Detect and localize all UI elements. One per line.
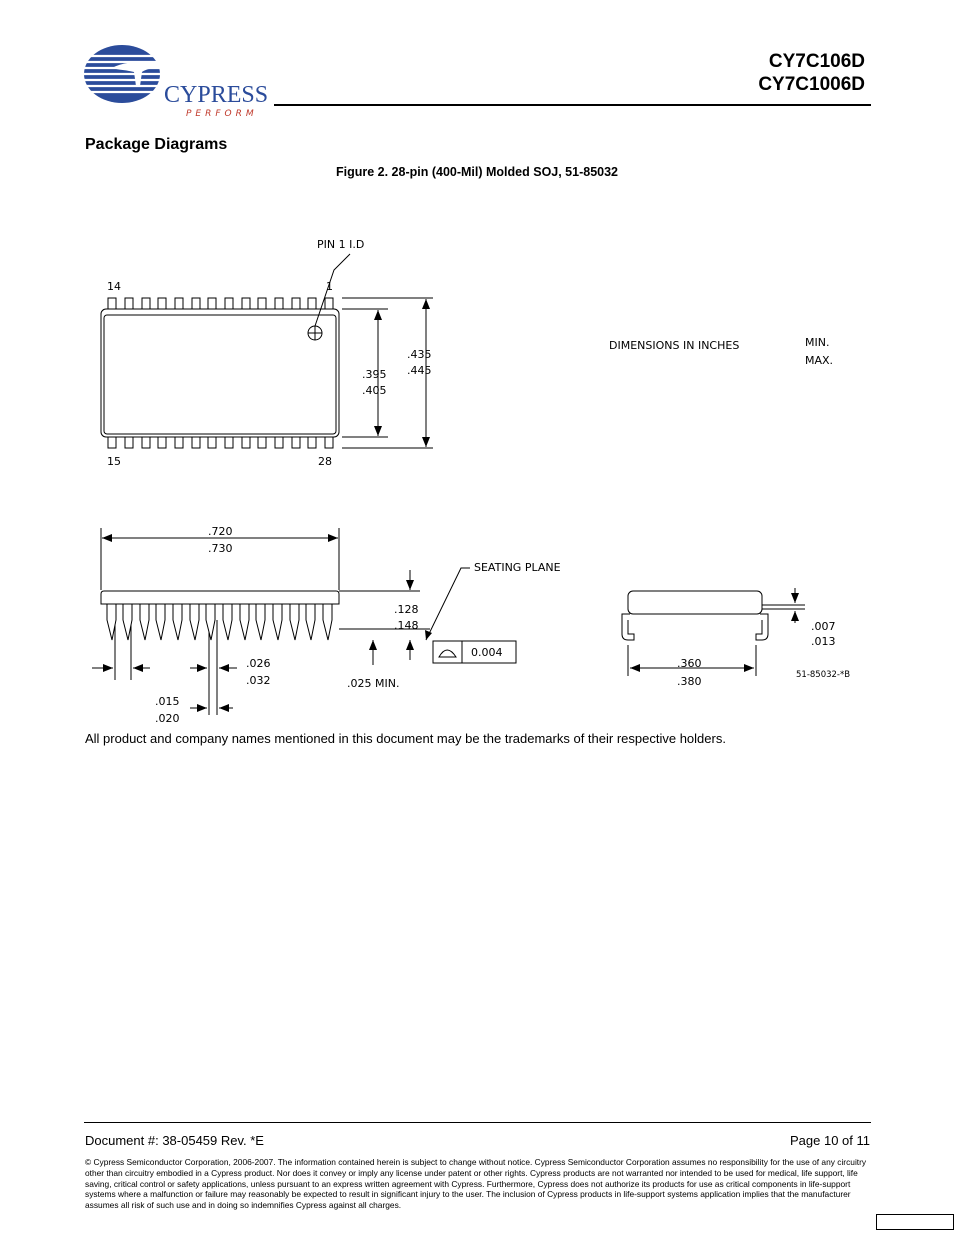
dim-360: .360 — [677, 657, 702, 670]
figure-caption: Figure 2. 28-pin (400-Mil) Molded SOJ, 51-85032 — [335, 165, 619, 179]
page-number: Page 10 of 11 — [790, 1133, 870, 1148]
side-view-leads — [107, 604, 332, 640]
dim-025-min: .025 MIN. — [347, 677, 400, 690]
dim-026: .026 — [246, 657, 271, 670]
top-view-body-inner — [104, 315, 336, 434]
dim-435: .435 — [407, 348, 432, 361]
dim-730: .730 — [208, 542, 233, 555]
pin-28-label: 28 — [318, 455, 332, 468]
max-label: MAX. — [805, 354, 834, 367]
section-title: Package Diagrams — [85, 136, 228, 153]
dim-405: .405 — [362, 384, 387, 397]
flatness-value: 0.004 — [471, 646, 503, 659]
trademark-note: All product and company names mentioned in this document may be the trademarks of their respective holders. — [85, 731, 726, 746]
pin1-label: PIN 1 I.D — [317, 238, 365, 251]
pin-14-label: 14 — [107, 280, 121, 293]
end-view-body — [628, 591, 762, 614]
units-label: DIMENSIONS IN INCHES — [609, 339, 740, 352]
dim-148: .148 — [394, 619, 419, 632]
pin-15-label: 15 — [107, 455, 121, 468]
min-label: MIN. — [805, 336, 830, 349]
document-number: Document #: 38-05459 Rev. *E — [85, 1133, 264, 1148]
dim-032: .032 — [246, 674, 271, 687]
pin1-marker-icon — [308, 326, 322, 340]
logo-wordmark: CYPRESS — [164, 82, 269, 108]
top-view-body-outer — [101, 309, 339, 437]
dim-020: .020 — [155, 712, 180, 725]
footer-rule — [84, 1122, 871, 1123]
dim-015: .015 — [155, 695, 180, 708]
dim-007: .007 — [811, 620, 836, 633]
logo-tagline: PERFORM — [186, 109, 258, 119]
legal-disclaimer: © Cypress Semiconductor Corporation, 2006-2007. The information contained herein is subject to change without notice. Cypress Semiconductor Corporation assumes no responsibility for the use of any circuitry other than circuitry embodied in a Cypress product. Nor does it convey or imply any license under patent or other rights. Cypress products are not warranted nor intended to be used for medical, life support, life saving, critical control or safety applications, unless pursuant to an express written agreement with Cypress. Furthermore, Cypress does not authorize its products for use as critical components in life-support systems where a malfunction or failure may reasonably be expected to result in significant injury to the user. The inclusion of Cypress products in life-support systems application implies that the manufacturer assumes all risk of such use and in doing so indemnifies Cypress against all charges. — [85, 1157, 867, 1211]
pin-1-label: 1 — [326, 280, 333, 293]
dim-395: .395 — [362, 368, 387, 381]
dim-128: .128 — [394, 603, 419, 616]
seating-plane-label: SEATING PLANE — [474, 561, 561, 574]
corner-box — [876, 1214, 954, 1230]
dim-013: .013 — [811, 635, 836, 648]
dim-380: .380 — [677, 675, 702, 688]
top-pins — [108, 298, 333, 309]
part-number-1: CY7C106D — [768, 51, 865, 72]
dim-720: .720 — [208, 525, 233, 538]
bottom-pins — [108, 437, 333, 448]
part-number-2: CY7C1006D — [758, 74, 865, 95]
side-view-body — [101, 591, 339, 604]
dim-445: .445 — [407, 364, 432, 377]
drawing-number: 51-85032-*B — [796, 670, 851, 680]
